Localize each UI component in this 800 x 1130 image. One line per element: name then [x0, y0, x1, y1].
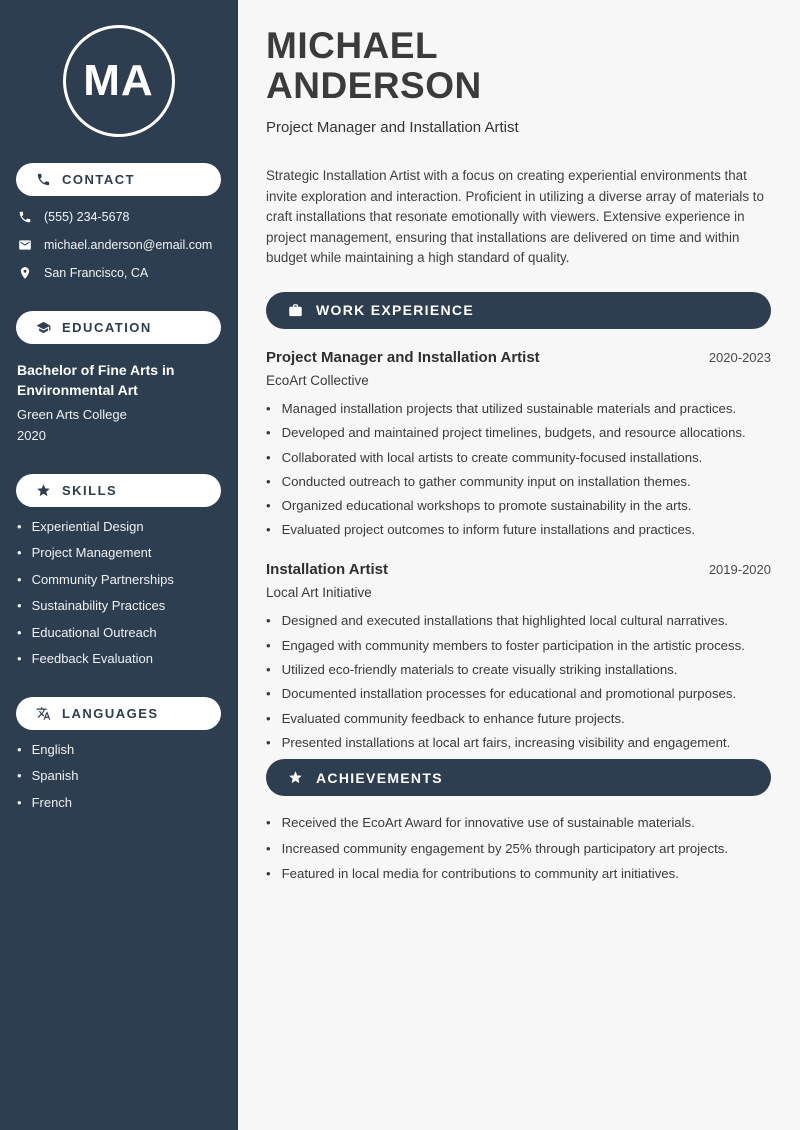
job-bullet-list	[266, 401, 771, 537]
skill-item: • Community Partnerships	[17, 573, 220, 587]
location-icon	[18, 266, 32, 280]
contact-phone-value: (555) 234-5678	[44, 210, 130, 224]
job-entry	[266, 349, 771, 537]
briefcase-icon	[288, 303, 303, 318]
sidebar	[0, 0, 238, 1130]
skill-item: • Sustainability Practices	[17, 599, 220, 613]
achievements-list	[266, 815, 771, 881]
work-experience-section-title: WORK EXPERIENCE	[316, 302, 474, 319]
contact-section-header	[16, 163, 221, 196]
education-section-header	[16, 311, 221, 344]
avatar	[63, 25, 175, 137]
phone-icon	[18, 210, 32, 224]
achievements-section-header	[266, 759, 771, 796]
page-title	[266, 26, 771, 106]
job-bullet: • Documented installation processes for educational and promotional purposes.	[266, 686, 771, 701]
skill-item: • Educational Outreach	[17, 626, 220, 640]
job-entry	[266, 561, 771, 749]
mail-icon	[18, 238, 32, 252]
main-content	[238, 0, 800, 1130]
education-school: Green Arts College	[17, 407, 127, 422]
job-dates: 2020-2023	[708, 349, 771, 365]
education-entry	[0, 361, 237, 443]
contact-section-title: CONTACT	[62, 172, 136, 187]
skills-list	[0, 520, 237, 667]
achievement-bullet: • Featured in local media for contributions to community art initiatives.	[266, 866, 771, 881]
job-bullet: • Managed installation projects that utilized sustainable materials and practices.	[266, 401, 771, 416]
job-bullet: • Conducted outreach to gather community input on installation themes.	[266, 474, 771, 489]
language-item: • English	[17, 743, 220, 757]
contact-item-email	[18, 238, 219, 252]
job-bullet: • Evaluated project outcomes to inform future installations and practices.	[266, 522, 771, 537]
achievement-bullet: • Received the EcoArt Award for innovative use of sustainable materials.	[266, 815, 771, 830]
skill-item: • Project Management	[17, 546, 220, 560]
skill-item: • Experiential Design	[17, 520, 220, 534]
job-bullet: • Designed and executed installations that highlighted local cultural narratives.	[266, 613, 771, 628]
headline-job-title: Project Manager and Installation Artist	[266, 119, 519, 136]
job-bullet: • Organized educational workshops to promote sustainability in the arts.	[266, 498, 771, 513]
contact-item-location	[18, 266, 219, 280]
contact-location-value: San Francisco, CA	[44, 266, 149, 280]
skills-section-header	[16, 474, 221, 507]
first-name: MICHAEL	[266, 25, 439, 66]
language-item: • Spanish	[17, 769, 220, 783]
star-icon	[36, 483, 51, 498]
languages-section-header	[16, 697, 221, 730]
language-item: • French	[17, 796, 220, 810]
avatar-initials: MA	[83, 56, 154, 105]
job-header	[266, 561, 771, 578]
education-year: 2020	[17, 428, 46, 443]
achievements-section-title: ACHIEVEMENTS	[316, 769, 443, 786]
job-title: Installation Artist	[266, 561, 388, 579]
job-header	[266, 349, 771, 366]
star-icon	[288, 770, 303, 785]
translate-icon	[36, 706, 51, 721]
job-company: Local Art Initiative	[266, 585, 372, 601]
languages-section-title: LANGUAGES	[62, 706, 159, 721]
achievement-bullet: • Increased community engagement by 25% through participatory art projects.	[266, 841, 771, 856]
summary-paragraph: Strategic Installation Artist with a focus on creating experiential environments that invite exploration and interaction. Proficient in utilizing a diverse array of materials to craft installations that resonate emotionally with viewers. Extensive experience in project management, ensuring that installations are delivered on time and within budget while maintaining a high standard of quality.	[266, 168, 764, 266]
graduation-cap-icon	[36, 320, 51, 335]
last-name: ANDERSON	[266, 65, 482, 106]
job-company: EcoArt Collective	[266, 372, 369, 388]
job-title: Project Manager and Installation Artist	[266, 348, 540, 366]
work-experience-section-header	[266, 292, 771, 329]
job-bullet-list	[266, 613, 771, 749]
contact-list	[0, 210, 237, 280]
job-bullet: • Collaborated with local artists to create community-focused installations.	[266, 450, 771, 465]
phone-icon	[36, 172, 51, 187]
skills-section-title: SKILLS	[62, 483, 118, 498]
contact-email-value: michael.anderson@email.com	[44, 238, 213, 252]
job-bullet: • Engaged with community members to foster participation in the artistic process.	[266, 638, 771, 653]
job-dates: 2019-2020	[708, 562, 771, 578]
contact-item-phone	[18, 210, 219, 224]
job-bullet: • Presented installations at local art fairs, increasing visibility and engagement.	[266, 735, 771, 750]
job-bullet: • Developed and maintained project timelines, budgets, and resource allocations.	[266, 425, 771, 440]
job-bullet: • Evaluated community feedback to enhance future projects.	[266, 711, 771, 726]
job-bullet: • Utilized eco-friendly materials to create visually striking installations.	[266, 662, 771, 677]
education-section-title: EDUCATION	[62, 320, 152, 335]
skill-item: • Feedback Evaluation	[17, 652, 220, 666]
education-degree: Bachelor of Fine Arts in Environmental Art	[17, 362, 175, 398]
languages-list	[0, 743, 237, 810]
